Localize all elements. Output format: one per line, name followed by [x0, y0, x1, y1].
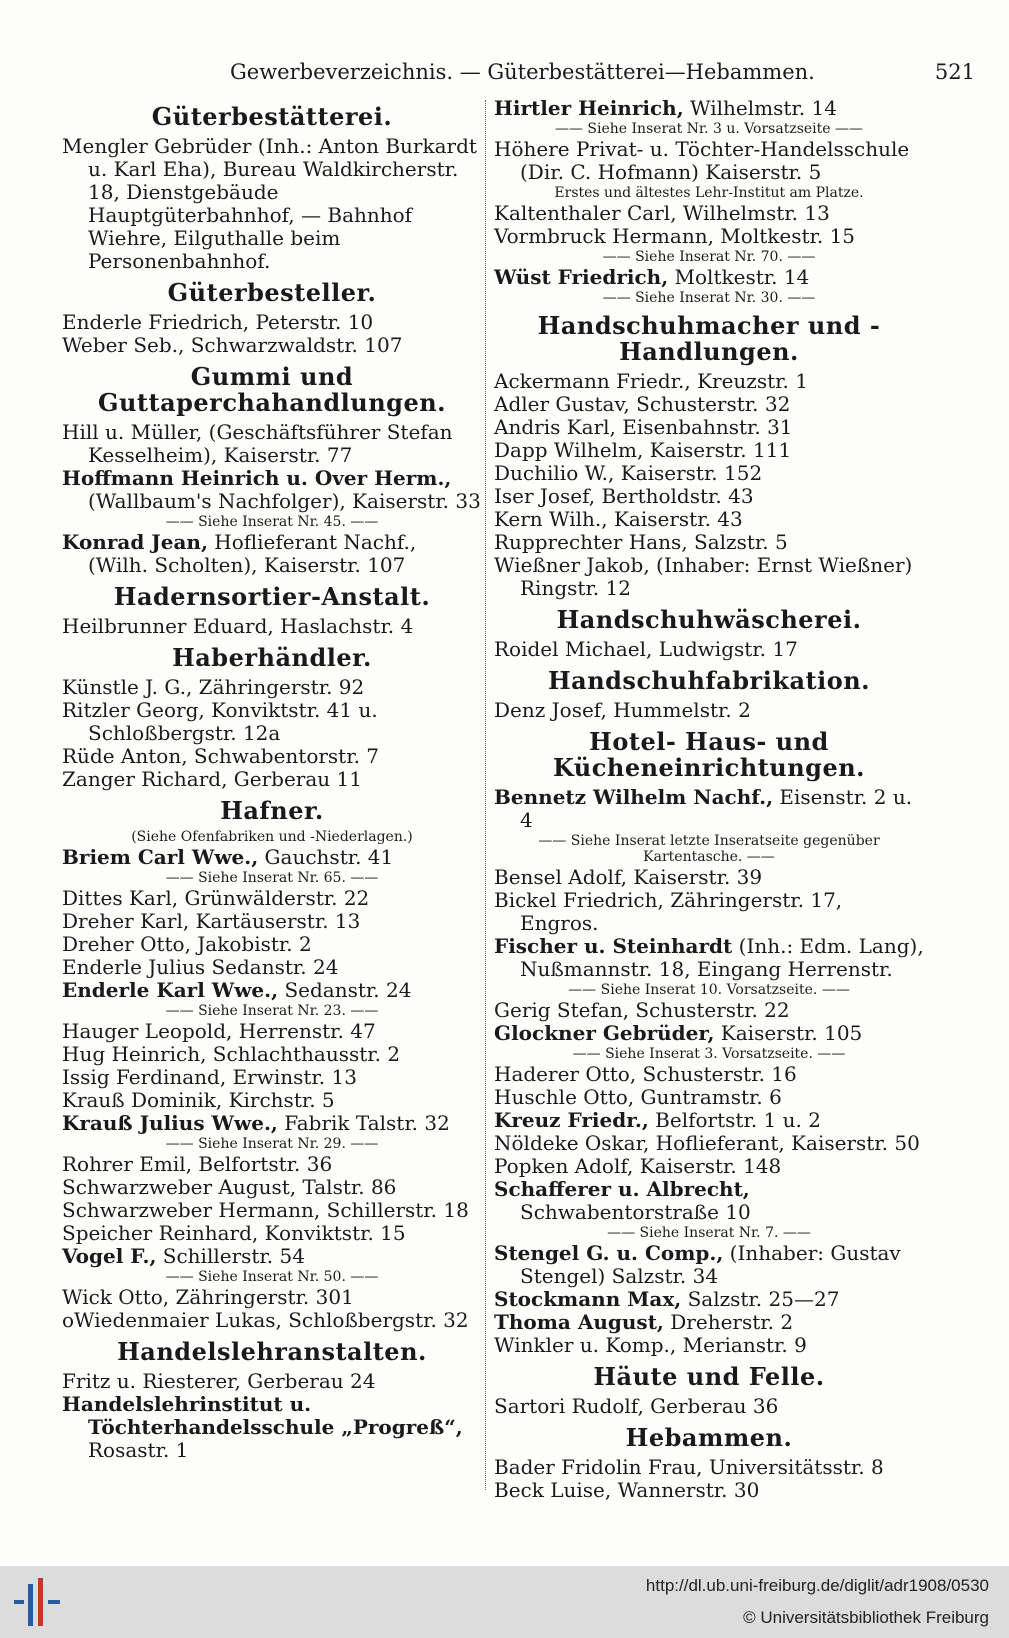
- directory-entry: Bickel Friedrich, Zähringerstr. 17, Engros.: [494, 888, 843, 935]
- directory-entry: Schwarzweber August, Talstr. 86: [62, 1175, 397, 1199]
- entry-details: Eisenstr. 2 u. 4: [520, 785, 913, 832]
- section-heading: Häute und Felle.: [593, 1362, 825, 1391]
- section-heading: Handelslehranstalten.: [117, 1337, 427, 1366]
- section-heading: Handschuhfabrikation.: [547, 666, 871, 695]
- section-heading: Güterbestätterei.: [151, 102, 393, 131]
- entry-details: (Wallbaum's Nachfolger), Kaiserstr. 33: [88, 489, 481, 513]
- section-heading: Haberhändler.: [172, 643, 372, 672]
- directory-entry: Vormbruck Hermann, Moltkestr. 15: [494, 224, 856, 248]
- directory-entry: Ritzler Georg, Konviktstr. 41 u. Schloßbergstr. 12a: [62, 698, 378, 745]
- entry-name-bold: Konrad Jean,: [62, 530, 208, 554]
- directory-entry: Hug Heinrich, Schlachthausstr. 2: [62, 1042, 401, 1066]
- entry-name-bold: Thoma August,: [494, 1310, 664, 1334]
- section-heading: Hotel- Haus- und Kücheneinrichtungen.: [552, 727, 866, 782]
- entry-details: Hoflieferant Nachf., (Wilh. Scholten), Kaiserstr. 107: [88, 530, 417, 577]
- directory-entry: Bader Fridolin Frau, Universitätsstr. 8: [494, 1455, 884, 1479]
- running-title: Gewerbeverzeichnis. — Güterbestätterei—Hebammen.: [230, 60, 815, 84]
- section-heading: Hafner.: [220, 796, 324, 825]
- entry-name-bold: Stockmann Max,: [494, 1287, 682, 1311]
- entry-details: Schillerstr. 54: [156, 1244, 305, 1268]
- inserat-reference: —— Siehe Inserat 10. Vorsatzseite. ——: [568, 982, 850, 998]
- directory-entry: [62, 979, 482, 1002]
- directory-entry: Denz Josef, Hummelstr. 2: [494, 698, 751, 722]
- entry-details: Wilhelmstr. 14: [683, 96, 837, 120]
- directory-entry: Speicher Reinhard, Konviktstr. 15: [62, 1221, 406, 1245]
- directory-entry: Haderer Otto, Schusterstr. 16: [494, 1062, 797, 1086]
- directory-entry: Gerig Stefan, Schusterstr. 22: [494, 998, 790, 1022]
- directory-entry: Hill u. Müller, (Geschäftsführer Stefan Kesselheim), Kaiserstr. 77: [62, 420, 453, 467]
- directory-entry: [494, 266, 924, 289]
- entry-name-bold: Hirtler Heinrich,: [494, 96, 684, 120]
- entry-name-bold: Briem Carl Wwe.,: [62, 845, 259, 869]
- entry-details: Belfortstr. 1 u. 2: [648, 1108, 821, 1132]
- page-header: [40, 60, 975, 94]
- entry-details: Fabrik Talstr. 32: [277, 1111, 450, 1135]
- directory-entry: Issig Ferdinand, Erwinstr. 13: [62, 1065, 357, 1089]
- directory-entry: Enderle Julius Sedanstr. 24: [62, 955, 339, 979]
- entry-details: Rosastr. 1: [88, 1438, 189, 1462]
- inserat-reference: —— Siehe Inserat Nr. 7. ——: [607, 1225, 811, 1241]
- directory-entry: Heilbrunner Eduard, Haslachstr. 4: [62, 614, 414, 638]
- directory-entry: Kaltenthaler Carl, Wilhelmstr. 13: [494, 201, 830, 225]
- directory-entry: Rupprechter Hans, Salzstr. 5: [494, 530, 788, 554]
- directory-entry: [494, 1311, 924, 1334]
- directory-entry: Nöldeke Oskar, Hoflieferant, Kaiserstr. 50: [494, 1131, 920, 1155]
- entry-name-bold: Hoffmann Heinrich u. Over Herm.,: [62, 466, 452, 490]
- entry-details: Schwabentorstraße 10: [520, 1200, 751, 1224]
- inserat-reference: —— Siehe Inserat Nr. 50. ——: [165, 1269, 379, 1285]
- section-note: (Siehe Ofenfabriken und -Niederlagen.): [131, 829, 413, 845]
- entry-details: Kaiserstr. 105: [714, 1021, 863, 1045]
- entry-details: Dreherstr. 2: [663, 1310, 794, 1334]
- directory-entry: Hauger Leopold, Herrenstr. 47: [62, 1019, 376, 1043]
- directory-entry: Dapp Wilhelm, Kaiserstr. 111: [494, 438, 792, 462]
- directory-entry: Andris Karl, Eisenbahnstr. 31: [494, 415, 793, 439]
- entry-name-bold: Vogel F.,: [62, 1244, 157, 1268]
- section-heading: Hadernsortier-Anstalt.: [113, 582, 431, 611]
- entry-details: Moltkestr. 14: [668, 265, 810, 289]
- inserat-reference: —— Siehe Inserat letzte Inseratseite gegenüber Kartentasche. ——: [538, 833, 880, 865]
- inserat-reference: —— Siehe Inserat 3. Vorsatzseite. ——: [572, 1046, 846, 1062]
- directory-entry: Bensel Adolf, Kaiserstr. 39: [494, 865, 763, 889]
- directory-entry: Enderle Friedrich, Peterstr. 10: [62, 310, 374, 334]
- directory-entry: Wick Otto, Zähringerstr. 301: [62, 1285, 354, 1309]
- entry-details: (Inhaber: Gustav Stengel) Salzstr. 34: [520, 1241, 901, 1288]
- directory-entry: Winkler u. Komp., Merianstr. 9: [494, 1333, 807, 1357]
- directory-entry: Huschle Otto, Guntramstr. 6: [494, 1085, 782, 1109]
- directory-entry: [494, 1109, 924, 1132]
- inserat-reference: —— Siehe Inserat Nr. 29. ——: [165, 1136, 379, 1152]
- right-column: [494, 97, 924, 1502]
- directory-entry: [494, 935, 924, 981]
- column-divider: [485, 100, 486, 1490]
- directory-entry: Sartori Rudolf, Gerberau 36: [494, 1394, 779, 1418]
- directory-entry: Ackermann Friedr., Kreuzstr. 1: [494, 369, 808, 393]
- directory-entry: [494, 1242, 924, 1288]
- entry-details: (Inh.: Edm. Lang), Nußmannstr. 18, Eingang Herrenstr.: [520, 934, 924, 981]
- section-heading: Gummi und Guttaperchahandlungen.: [97, 362, 447, 417]
- document-url[interactable]: http://dl.ub.uni-freiburg.de/diglit/adr1908/0530: [645, 1576, 989, 1595]
- section-heading: Güterbesteller.: [167, 278, 377, 307]
- inserat-reference: —— Siehe Inserat Nr. 30. ——: [602, 290, 816, 306]
- directory-entry: Schwarzweber Hermann, Schillerstr. 18: [62, 1198, 469, 1222]
- directory-entry: Iser Josef, Bertholdstr. 43: [494, 484, 754, 508]
- entry-name-bold: Krauß Julius Wwe.,: [62, 1111, 278, 1135]
- inserat-reference: —— Siehe Inserat Nr. 70. ——: [602, 249, 816, 265]
- directory-entry: [494, 97, 924, 120]
- directory-entry: Krauß Dominik, Kirchstr. 5: [62, 1088, 335, 1112]
- inserat-reference: Erstes und ältestes Lehr-Institut am Platze.: [554, 185, 864, 201]
- directory-entry: [494, 1178, 924, 1224]
- entry-name-bold: Bennetz Wilhelm Nachf.,: [494, 785, 774, 809]
- directory-entry: Künstle J. G., Zähringerstr. 92: [62, 675, 365, 699]
- entry-name-bold: Stengel G. u. Comp.,: [494, 1241, 724, 1265]
- directory-entry: Weber Seb., Schwarzwaldstr. 107: [62, 333, 403, 357]
- directory-entry: Roidel Michael, Ludwigstr. 17: [494, 637, 798, 661]
- section-heading: Handschuhmacher und -Handlungen.: [537, 311, 881, 366]
- left-column: [62, 97, 482, 1462]
- entry-name-bold: Enderle Karl Wwe.,: [62, 978, 279, 1002]
- directory-entry: Duchilio W., Kaiserstr. 152: [494, 461, 763, 485]
- directory-entry: Höhere Privat- u. Töchter-Handelsschule (Dir. C. Hofmann) Kaiserstr. 5: [494, 137, 910, 184]
- directory-entry: Rohrer Emil, Belfortstr. 36: [62, 1152, 333, 1176]
- directory-entry: [494, 786, 924, 832]
- entry-name-bold: Wüst Friedrich,: [494, 265, 669, 289]
- inserat-reference: —— Siehe Inserat Nr. 23. ——: [165, 1003, 379, 1019]
- directory-entry: [62, 1245, 482, 1268]
- entry-name-bold: Handelslehrinstitut u. Töchterhandelsschule „Progreß“,: [62, 1392, 463, 1439]
- inserat-reference: —— Siehe Inserat Nr. 45. ——: [165, 514, 379, 530]
- directory-entry: [62, 1393, 482, 1462]
- viewer-footer: [0, 1566, 1009, 1638]
- directory-entry: Rüde Anton, Schwabentorstr. 7: [62, 744, 380, 768]
- directory-entry: Dreher Otto, Jakobistr. 2: [62, 932, 312, 956]
- directory-entry: [62, 846, 482, 869]
- directory-entry: [62, 467, 482, 513]
- entry-details: Salzstr. 25—27: [681, 1287, 840, 1311]
- directory-entry: [494, 1022, 924, 1045]
- directory-entry: Dreher Karl, Kartäuserstr. 13: [62, 909, 361, 933]
- entry-name-bold: Glockner Gebrüder,: [494, 1021, 715, 1045]
- directory-entry: Kern Wilh., Kaiserstr. 43: [494, 507, 743, 531]
- library-logo-icon: [8, 1574, 68, 1630]
- directory-entry: [62, 1112, 482, 1135]
- inserat-reference: —— Siehe Inserat Nr. 3 u. Vorsatzseite ——: [554, 121, 864, 137]
- directory-entry: Dittes Karl, Grünwälderstr. 22: [62, 886, 370, 910]
- directory-entry: Popken Adolf, Kaiserstr. 148: [494, 1154, 782, 1178]
- directory-entry: Beck Luise, Wannerstr. 30: [494, 1478, 760, 1502]
- directory-entry: [62, 531, 482, 577]
- page-number: 521: [934, 60, 975, 84]
- copyright-notice: © Universitätsbibliothek Freiburg: [743, 1608, 989, 1627]
- entry-name-bold: Kreuz Friedr.,: [494, 1108, 649, 1132]
- directory-entry: Zanger Richard, Gerberau 11: [62, 767, 362, 791]
- inserat-reference: —— Siehe Inserat Nr. 65. ——: [165, 870, 379, 886]
- directory-entry: Wießner Jakob, (Inhaber: Ernst Wießner) Ringstr. 12: [494, 553, 913, 600]
- entry-name-bold: Schafferer u. Albrecht,: [494, 1177, 750, 1201]
- directory-entry: Fritz u. Riesterer, Gerberau 24: [62, 1369, 376, 1393]
- directory-entry: oWiedenmaier Lukas, Schloßbergstr. 32: [62, 1308, 469, 1332]
- entry-details: Sedanstr. 24: [278, 978, 412, 1002]
- section-heading: Hebammen.: [625, 1423, 793, 1452]
- directory-entry: Mengler Gebrüder (Inh.: Anton Burkardt u. Karl Eha), Bureau Waldkircherstr. 18, Dienstgebäude Hauptgüterbahnhof, — Bahnhof Wiehre, Eilguthalle beim Personenbahnhof.: [62, 134, 477, 273]
- directory-entry: [494, 1288, 924, 1311]
- entry-name-bold: Fischer u. Steinhardt: [494, 934, 733, 958]
- directory-entry: Adler Gustav, Schusterstr. 32: [494, 392, 791, 416]
- section-heading: Handschuhwäscherei.: [556, 605, 862, 634]
- entry-details: Gauchstr. 41: [258, 845, 394, 869]
